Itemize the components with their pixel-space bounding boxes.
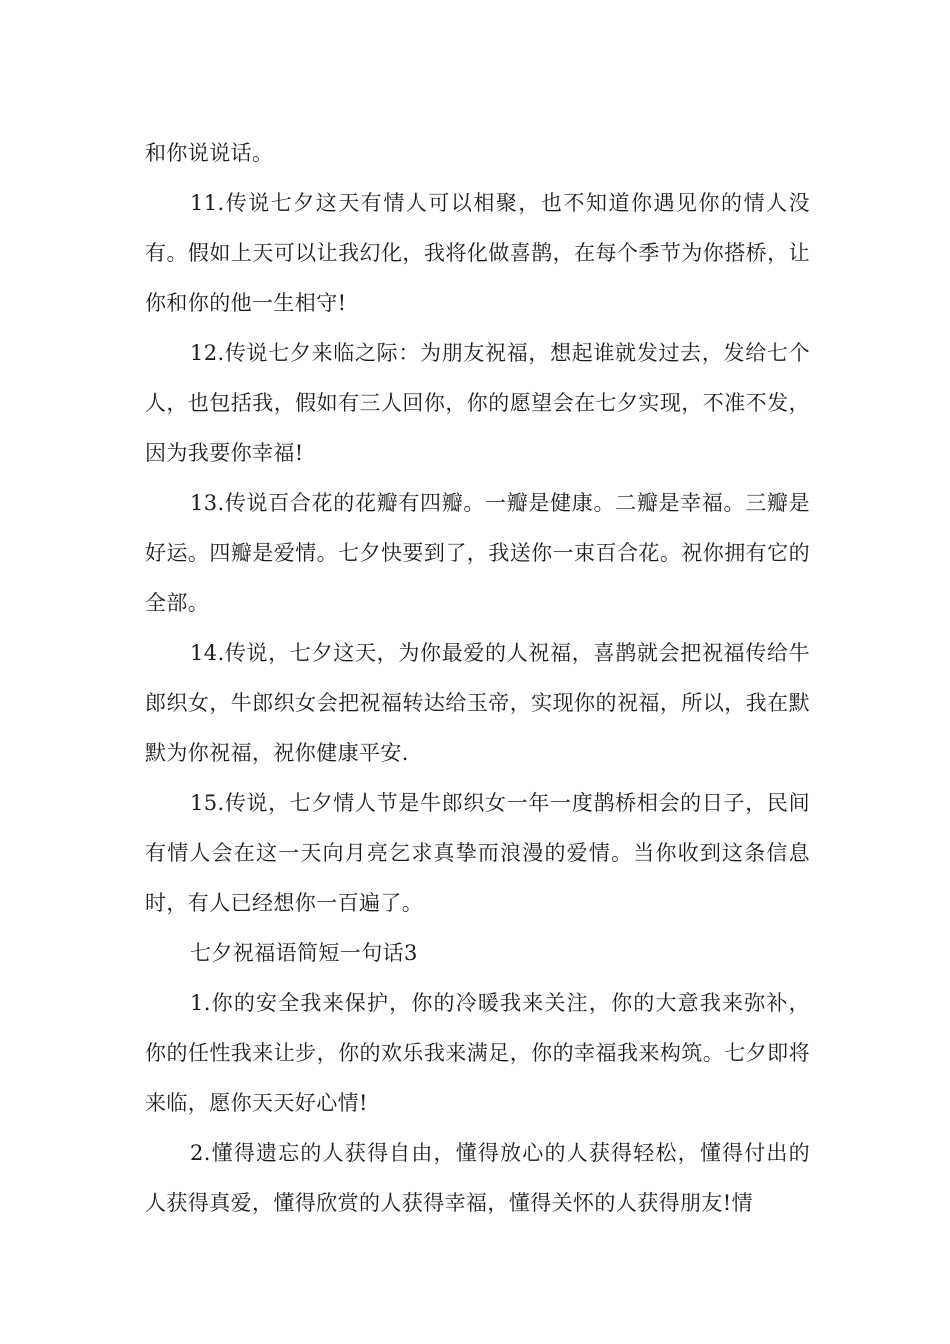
- paragraph-continuation: 和你说说话。: [145, 141, 274, 165]
- document-body: [145, 128, 810, 1228]
- paragraph-item-15: 15.传说，七夕情人节是牛郎织女一年一度鹊桥相会的日子，民间有情人会在这一天向月亮乞求真挚而浪漫的爱情。当你收到这条信息时，有人已经想你一百遍了。: [145, 791, 810, 915]
- paragraph-item-14: 14.传说，七夕这天，为你最爱的人祝福，喜鹊就会把祝福传给牛郎织女，牛郎织女会把祝福转达给玉帝，实现你的祝福，所以，我在默默为你祝福，祝你健康平安.: [145, 641, 810, 765]
- section-paragraph-item-2: 2.懂得遗忘的人获得自由，懂得放心的人获得轻松，懂得付出的人获得真爱，懂得欣赏的人获得幸福，懂得关怀的人获得朋友!情: [145, 1141, 810, 1215]
- section-heading: 七夕祝福语简短一句话3: [190, 941, 418, 965]
- section-paragraph-item-1: 1.你的安全我来保护，你的冷暖我来关注，你的大意我来弥补，你的任性我来让步，你的欢乐我来满足，你的幸福我来构筑。七夕即将来临，愿你天天好心情!: [145, 991, 810, 1115]
- paragraph-item-13: 13.传说百合花的花瓣有四瓣。一瓣是健康。二瓣是幸福。三瓣是好运。四瓣是爱情。七夕快要到了，我送你一束百合花。祝你拥有它的全部。: [145, 491, 810, 615]
- paragraph-item-11: 11.传说七夕这天有情人可以相聚，也不知道你遇见你的情人没有。假如上天可以让我幻化，我将化做喜鹊，在每个季节为你搭桥，让你和你的他一生相守!: [145, 191, 810, 315]
- paragraph-item-12: 12.传说七夕来临之际：为朋友祝福，想起谁就发过去，发给七个人，也包括我，假如有三人回你，你的愿望会在七夕实现，不准不发，因为我要你幸福!: [145, 341, 810, 465]
